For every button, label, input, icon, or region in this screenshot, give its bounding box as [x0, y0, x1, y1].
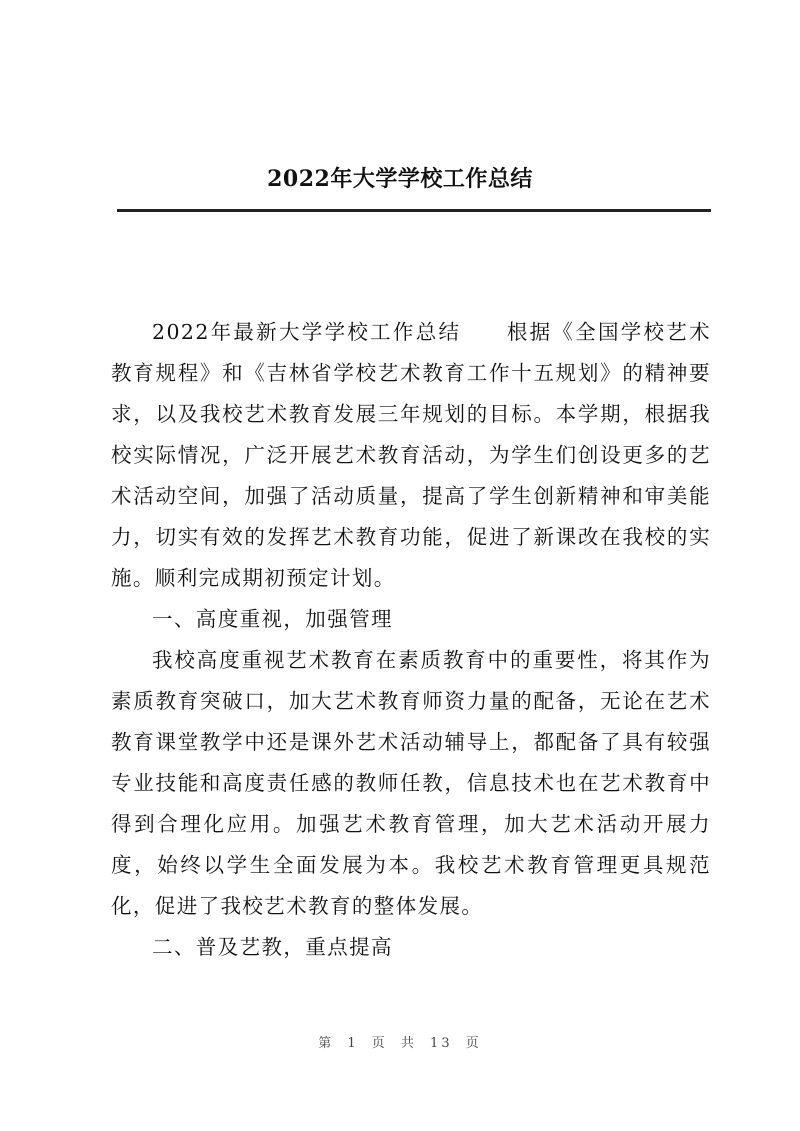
page-footer: 第 1 页 共 13 页 — [318, 1036, 482, 1051]
document-body — [111, 312, 711, 968]
document-title: 2022年大学学校工作总结 — [267, 166, 533, 192]
section-heading-2: 二、普及艺教，重点提高 — [152, 935, 393, 959]
section-paragraph-1: 我校高度重视艺术教育在素质教育中的重要性，将其作为素质教育突破口，加大艺术教育师资力量的配备，无论在艺术教育课堂教学中还是课外艺术活动辅导上，都配备了具有较强专业技能和高度责任感的教师任教，信息技术也在艺术教育中得到合理化应用。加强艺术教育管理，加大艺术活动开展力度，始终以学生全面发展为本。我校艺术教育管理更具规范化，促进了我校艺术教育的整体发展。 — [111, 648, 711, 918]
title-divider — [117, 209, 711, 212]
intro-paragraph: 2022年最新大学学校工作总结 根据《全国学校艺术教育规程》和《吉林省学校艺术教育工作十五规划》的精神要求，以及我校艺术教育发展三年规划的目标。本学期，根据我校实际情况，广泛开展艺术教育活动，为学生们创设更多的艺术活动空间，加强了活动质量，提高了学生创新精神和审美能力，切实有效的发挥艺术教育功能，促进了新课改在我校的实施。顺利完成期初预定计划。 — [111, 320, 711, 590]
section-heading-1: 一、高度重视，加强管理 — [152, 607, 393, 631]
